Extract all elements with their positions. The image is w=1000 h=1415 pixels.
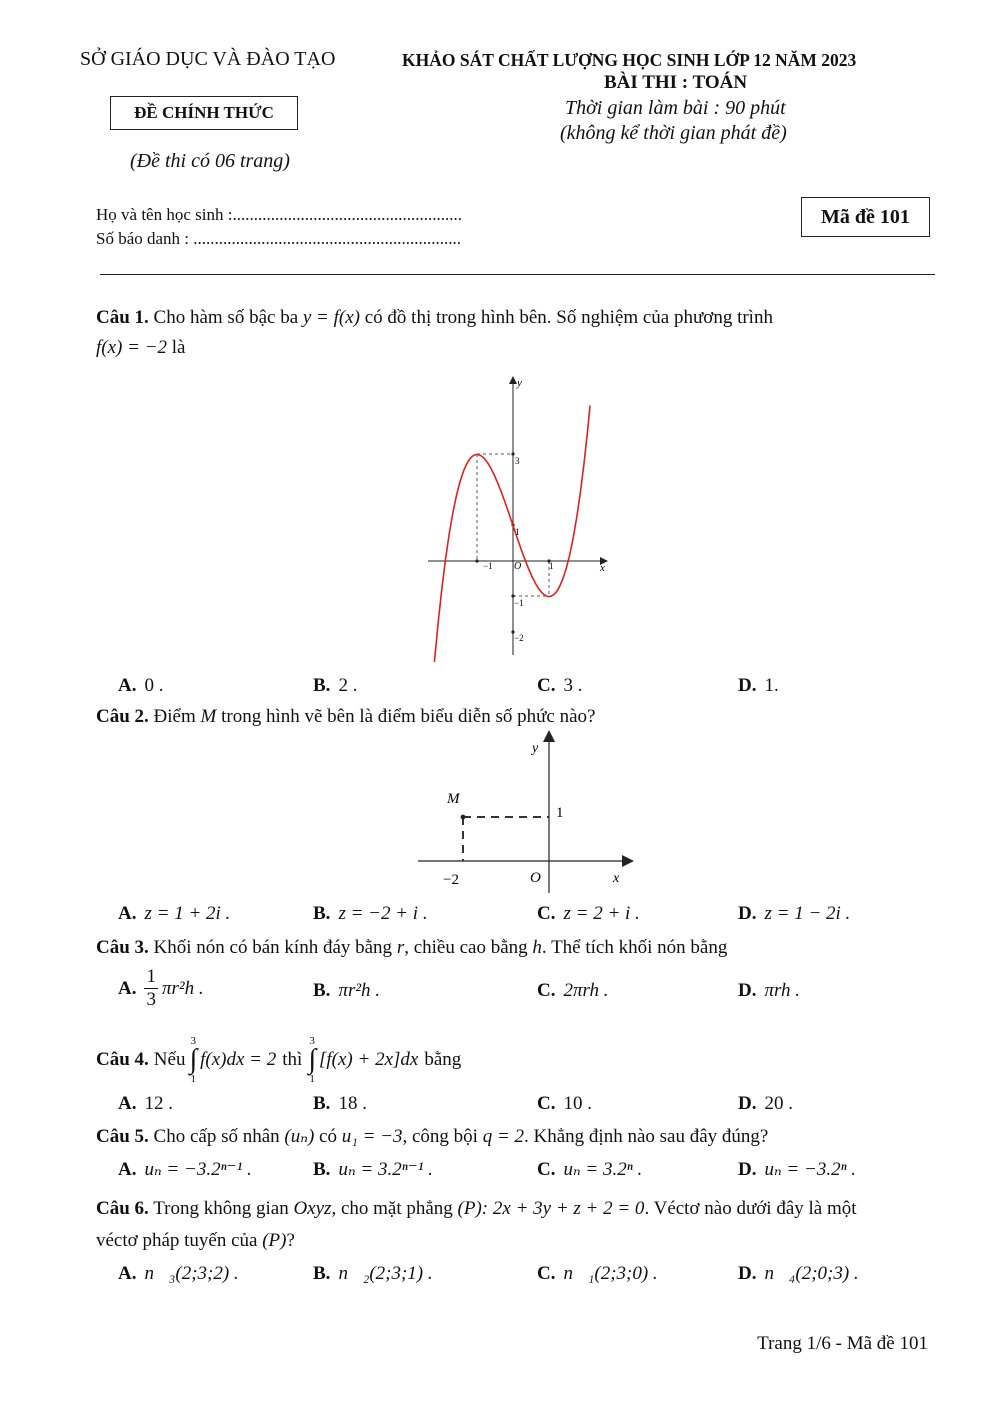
question-6-text-d: véctơ pháp tuyến của <box>96 1230 258 1251</box>
question-3-text-c: . Thể tích khối nón bằng <box>541 937 728 958</box>
fraction-one-third: 1 3 <box>146 966 156 1010</box>
fig2-x-label: x <box>613 871 620 886</box>
question-3-text: Khối nón có bán kính đáy bằng <box>153 937 393 958</box>
question-3-math-r: r <box>396 937 405 958</box>
fig1-y-label: y <box>517 377 522 389</box>
question-4-option-d[interactable]: D. 20 . <box>738 1093 793 1114</box>
question-2-text-b: trong hình vẽ bên là điểm biểu diễn số phức nào? <box>221 706 596 727</box>
question-4-text-c: bằng <box>424 1049 462 1070</box>
fig1-tick-y-1: 1 <box>515 527 520 537</box>
header-divider <box>100 274 935 275</box>
fig1-origin-label: O <box>514 561 522 572</box>
fig2-guides <box>463 817 549 861</box>
question-3-label: Câu 3. <box>96 937 149 958</box>
department-name: SỞ GIÁO DỤC VÀ ĐÀO TẠO <box>80 48 336 70</box>
question-5-option-c[interactable]: C. uₙ = 3.2ⁿ . <box>537 1159 643 1180</box>
figure-complex-plane <box>410 730 640 900</box>
fig1-cubic-curve <box>434 406 590 663</box>
student-id-field: Số báo danh : ............................................................... <box>96 229 462 248</box>
question-1-text-c: là <box>171 337 186 358</box>
question-3-option-b[interactable]: B. πr²h . <box>313 980 381 1001</box>
question-6-text: Trong không gian <box>153 1198 289 1219</box>
question-5-first-term: u₁ = −3 <box>341 1126 403 1147</box>
question-1-label: Câu 1. <box>96 307 149 328</box>
question-5-ratio: q = 2 <box>482 1126 525 1147</box>
question-1 <box>96 303 928 363</box>
question-1-option-d[interactable]: D. 1. <box>738 675 779 696</box>
question-5-text-c: , công bội <box>402 1126 478 1147</box>
question-5-sequence: (uₙ) <box>284 1126 315 1147</box>
question-5-label: Câu 5. <box>96 1126 149 1147</box>
question-6-option-b[interactable]: B. n⃗₂(2;3;1) . <box>313 1263 433 1284</box>
question-4-text-b: thì <box>282 1049 303 1070</box>
question-4-option-b[interactable]: B. 18 . <box>313 1093 367 1114</box>
fig2-point-m <box>461 815 466 820</box>
page-footer: Trang 1/6 - Mã đề 101 <box>757 1333 928 1354</box>
question-3-text-b: , chiều cao bằng <box>404 937 528 958</box>
exam-subject: BÀI THI : TOÁN <box>604 72 748 93</box>
question-4-text: Nếu <box>153 1049 186 1070</box>
question-3-math-h: h <box>532 937 542 958</box>
fig1-tick-y-neg2: −2 <box>514 633 524 643</box>
question-6-plane-ref: (P) <box>262 1230 287 1251</box>
question-4-option-a[interactable]: A. 12 . <box>118 1093 173 1114</box>
fig1-tick-y-neg1: −1 <box>514 598 524 608</box>
fig2-tick-y: 1 <box>556 805 564 821</box>
question-5-option-a[interactable]: A. uₙ = −3.2ⁿ⁻¹ . <box>118 1159 252 1180</box>
question-2-option-b[interactable]: B. z = −2 + i . <box>313 903 428 924</box>
exam-code-box <box>801 197 930 237</box>
fig1-x-label: x <box>600 562 605 574</box>
question-1-text-b: có đồ thị trong hình bên. Số nghiệm của phương trình <box>364 307 773 328</box>
question-5-text-d: . Khẳng định nào sau đây đúng? <box>524 1126 769 1147</box>
question-5-option-b[interactable]: B. uₙ = 3.2ⁿ⁻¹ . <box>313 1159 433 1180</box>
fig2-origin-label: O <box>530 870 541 886</box>
question-1-text: Cho hàm số bậc ba <box>153 307 299 328</box>
exam-title: KHẢO SÁT CHẤT LƯỢNG HỌC SINH LỚP 12 NĂM 2023 <box>402 50 857 70</box>
fig2-point-label: M <box>447 791 460 807</box>
question-6-option-c[interactable]: C. n⃗₁(2;3;0) . <box>537 1263 658 1284</box>
student-name-field: Họ và tên học sinh :...................................................... <box>96 205 462 224</box>
question-2-text: Điểm <box>153 706 196 727</box>
question-1-math: y = f(x) <box>302 307 360 328</box>
question-5-option-d[interactable]: D. uₙ = −3.2ⁿ . <box>738 1159 857 1180</box>
question-6-text-c: . Véctơ nào dưới đây là một <box>644 1198 857 1219</box>
question-3 <box>96 933 928 963</box>
fig1-tick-x-neg: −1 <box>483 561 493 571</box>
question-4 <box>96 1030 461 1090</box>
question-1-option-c[interactable]: C. 3 . <box>537 675 583 696</box>
question-5-text: Cho cấp số nhân <box>153 1126 280 1147</box>
question-6 <box>96 1193 928 1257</box>
question-6-option-d[interactable]: D. n⃗₄(2;0;3) . <box>738 1263 859 1284</box>
official-label-box <box>110 96 298 130</box>
question-6-plane: (P): 2x + 3y + z + 2 = 0 <box>457 1198 645 1219</box>
integral-2: 3 ∫ 1 [f(x) + 2x]dx <box>308 1035 419 1085</box>
page-count: (Đề thi có 06 trang) <box>130 150 290 172</box>
question-6-space: Oxyz <box>293 1198 332 1219</box>
fig2-y-label: y <box>532 741 539 756</box>
fig2-tick-x: −2 <box>443 872 459 888</box>
question-6-text-e: ? <box>286 1230 295 1251</box>
question-4-option-c[interactable]: C. 10 . <box>537 1093 592 1114</box>
question-3-option-a[interactable]: A. 1 3 πr²h . <box>118 966 204 1010</box>
question-3-option-d[interactable]: D. πrh . <box>738 980 801 1001</box>
question-2-option-c[interactable]: C. z = 2 + i . <box>537 903 640 924</box>
question-2-option-d[interactable]: D. z = 1 − 2i . <box>738 903 851 924</box>
question-2 <box>96 702 928 732</box>
fig1-tick-y-3: 3 <box>515 456 520 466</box>
question-1-option-b[interactable]: B. 2 . <box>313 675 358 696</box>
official-label: ĐỀ CHÍNH THỨC <box>134 103 274 122</box>
exam-code: Mã đề 101 <box>821 205 910 228</box>
integral-1: 3 ∫ 1 f(x)dx = 2 <box>189 1035 277 1085</box>
question-6-text-b: , cho mặt phẳng <box>331 1198 453 1219</box>
question-1-option-a[interactable]: A. 0 . <box>118 675 164 696</box>
question-3-option-c[interactable]: C. 2πrh . <box>537 980 609 1001</box>
exam-duration-note: (không kể thời gian phát đề) <box>560 122 787 144</box>
question-2-label: Câu 2. <box>96 706 149 727</box>
exam-duration: Thời gian làm bài : 90 phút <box>565 97 786 119</box>
figure-cubic-graph <box>420 372 620 662</box>
question-6-label: Câu 6. <box>96 1198 149 1219</box>
question-6-option-a[interactable]: A. n⃗₃(2;3;2) . <box>118 1263 239 1284</box>
question-1-equation: f(x) = −2 <box>96 337 168 358</box>
question-2-math: M <box>200 706 217 727</box>
question-4-label: Câu 4. <box>96 1049 149 1070</box>
question-5 <box>96 1122 928 1152</box>
question-5-text-b: có <box>319 1126 337 1147</box>
question-2-option-a[interactable]: A. z = 1 + 2i . <box>118 903 231 924</box>
fig1-tick-x-pos: 1 <box>549 561 554 571</box>
